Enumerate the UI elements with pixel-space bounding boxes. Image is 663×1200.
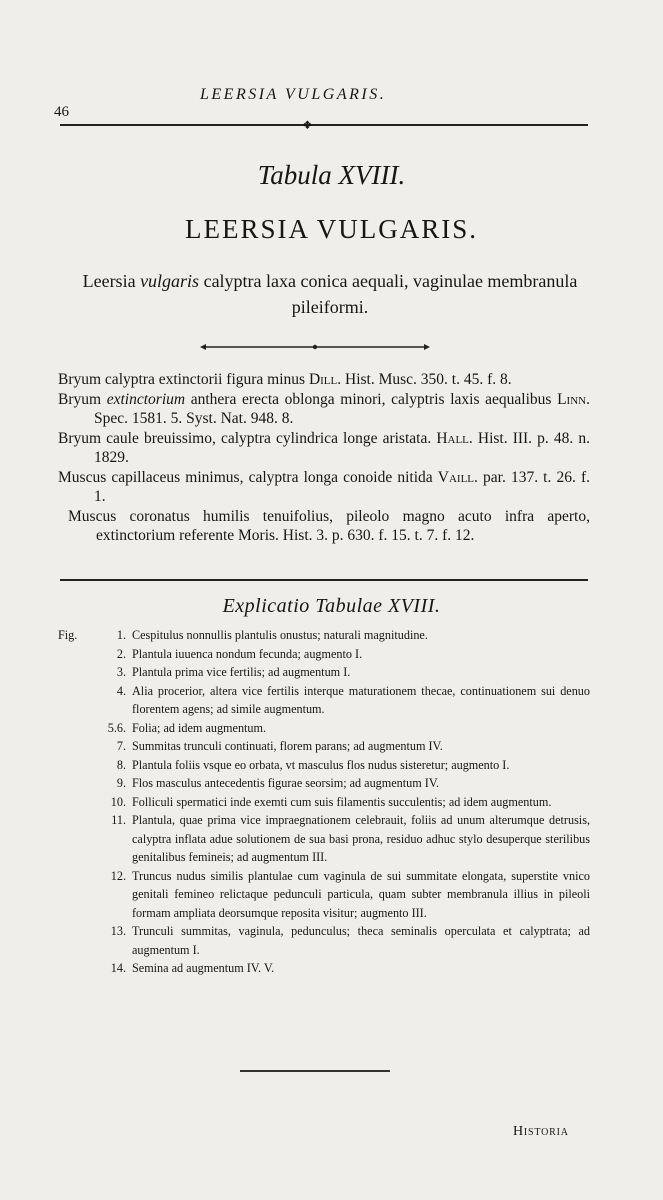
header-ornament-icon: ❖ bbox=[302, 118, 313, 132]
diagnosis-text: calyptra laxa conica aequali, vaginulae membranula pileiformi. bbox=[199, 271, 578, 317]
synonym-entry: Bryum caule breuissimo, calyptra cylindrica longe aristata. Hall. Hist. III. p. 48. n. 1829. bbox=[58, 429, 590, 466]
synonym-entry: Bryum extinctorium anthera erecta oblonga minori, calyptris laxis aequalibus Linn. Spec. 1581. 5. Syst. Nat. 948. 8. bbox=[58, 390, 590, 427]
closing-rule bbox=[240, 1070, 390, 1072]
diagnosis-genus: Leersia bbox=[82, 271, 141, 291]
figures-label: Fig. bbox=[58, 628, 78, 642]
figure-item: 4. Alia procerior, altera vice fertilis interque maturationem thecae, continuationem sui denuo florentem agens; ad simile augmentum. bbox=[116, 683, 590, 716]
synonymy-list bbox=[58, 370, 590, 546]
running-head: LEERSIA VULGARIS. bbox=[200, 86, 387, 103]
figure-item: 9. Flos masculus antecedentis figurae seorsim; ad augmentum IV. bbox=[116, 776, 440, 790]
figure-item: Fig. 1. Cespitulus nonnullis plantulis onustus; naturali magnitudine. bbox=[58, 626, 590, 645]
figure-item: 11. Plantula, quae prima vice impraegnationem celebrauit, foliis ad unum alterumque detrusis, calyptra inflata adue solutionem de sua basi prona, residuo adhuc stylo desuperque sterilibus genitalibus femineis; ad augmentum III. bbox=[111, 813, 590, 864]
species-title: LEERSIA VULGARIS. bbox=[184, 214, 479, 244]
figure-item: 8. Plantula foliis vsque eo orbata, vt masculus flos nudus sisteretur; augmento I. bbox=[116, 757, 510, 772]
figure-item: 12. Truncus nudus similis plantulae cum vaginula de sui summitate elongata, superstite vnico genitali femineo relictaque pedunculi particula, quam subter membranula illius in pileoli formam ampliata deorsumque reposita visitur; augmento III. bbox=[110, 868, 590, 920]
figure-item: 13. Trunculi summitas, vaginula, pedunculus; theca seminalis operculata et calyptrata; ad augmentum I. bbox=[110, 924, 590, 957]
synonym-entry: Muscus capillaceus minimus, calyptra longa conoide nitida Vaill. par. 137. t. 26. f. 1. bbox=[58, 468, 591, 505]
figure-list bbox=[58, 626, 590, 978]
figure-item: 7. Summitas trunculi continuati, florem parans; ad augmentum IV. bbox=[116, 739, 443, 753]
catchword: Historia bbox=[513, 1124, 569, 1139]
plate-heading: Tabula XVIII. bbox=[257, 160, 406, 190]
figure-item: 2. Plantula iuuenca nondum fecunda; augmento I. bbox=[116, 646, 363, 661]
synonym-entry: Muscus coronatus humilis tenuifolius, pileolo magno acuto infra aperto, extinctorium referente Moris. Hist. 3. p. 630. f. 15. t. 7. f. 12. bbox=[68, 507, 590, 544]
ornamental-rule-icon bbox=[200, 342, 430, 352]
figure-item: 3. Plantula prima vice fertilis; ad augmentum I. bbox=[116, 665, 351, 679]
section-rule bbox=[60, 579, 588, 581]
header-rule bbox=[60, 124, 588, 126]
species-diagnosis bbox=[70, 268, 590, 320]
page-number: 46 bbox=[54, 104, 69, 120]
diagnosis-species: vulgaris bbox=[140, 271, 200, 291]
figure-item: 5.6. Folia; ad idem augmentum. bbox=[107, 720, 267, 735]
synonym-entry: Bryum calyptra extinctorii figura minus Dill. Hist. Musc. 350. t. 45. f. 8. bbox=[58, 371, 512, 388]
figure-item: 10. Folliculi spermatici inde exemti cum suis filamentis succulentis; ad idem augmentum. bbox=[110, 794, 552, 809]
explicatio-title: Explicatio Tabulae XVIII. bbox=[222, 595, 441, 617]
figure-item: 14. Semina ad augmentum IV. V. bbox=[110, 961, 275, 975]
